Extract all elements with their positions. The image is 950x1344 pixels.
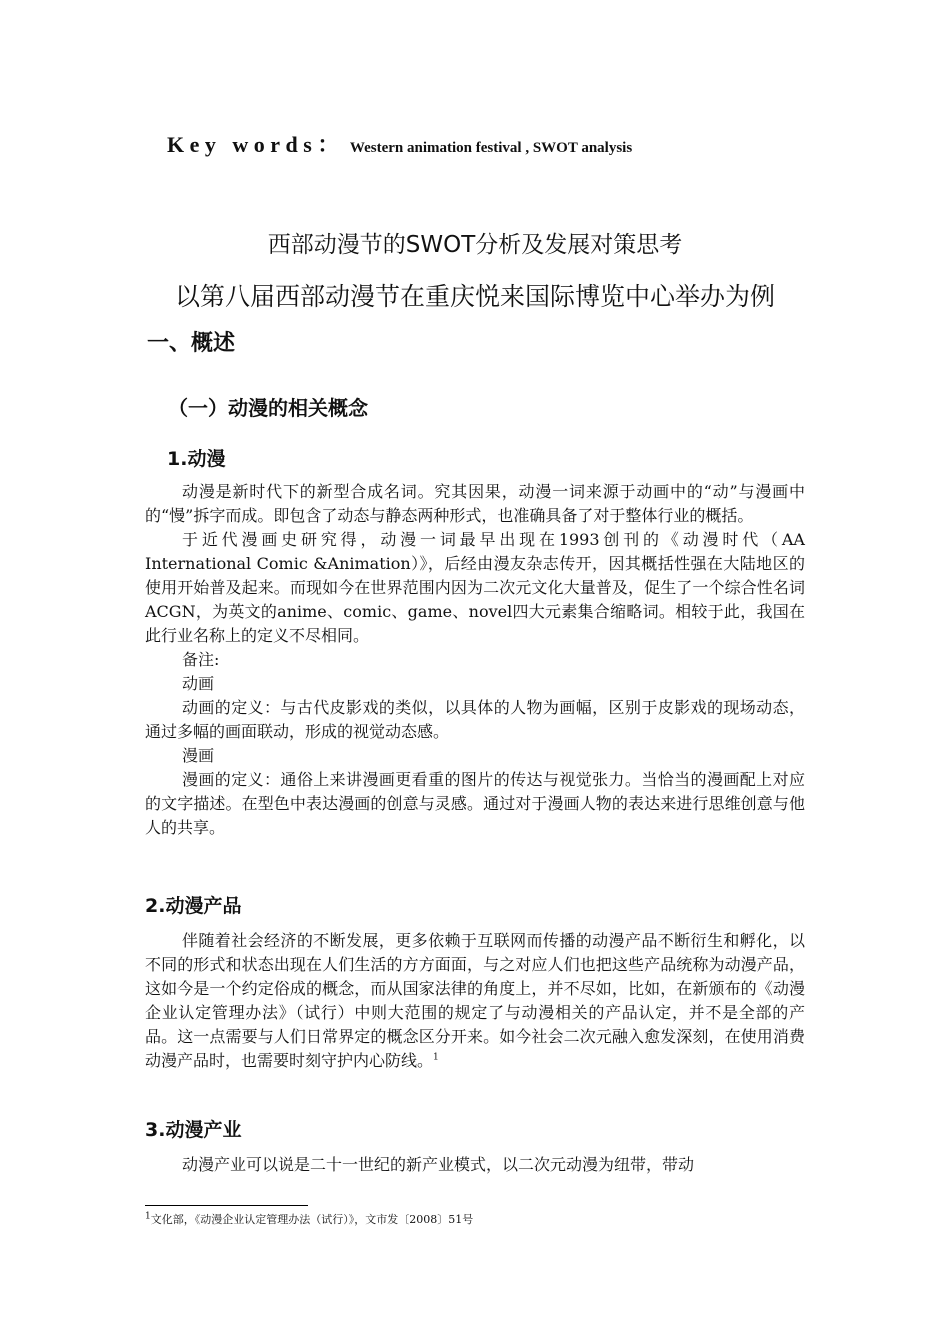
paragraph: 动漫产业可以说是二十一世纪的新产业模式，以二次元动漫为纽带，带动 (182, 1155, 695, 1174)
footnote-text: 文化部，《动漫企业认定管理办法（试行）》，文市发〔2008〕51号 (150, 1213, 474, 1226)
paragraph: 漫画的定义：通俗上来讲漫画更看重的图片的传达与视觉张力。当恰当的漫画配上对应的文字描述。在型色中表达漫画的创意与灵感。通过对于漫画人物的表达来进行思维创意与他人的共享。 (145, 770, 805, 837)
item-heading-anime: 1.动漫 (167, 448, 226, 470)
footnote (145, 1211, 473, 1227)
paragraph: 备注: (182, 650, 220, 669)
document-title: 西部动漫节的SWOT分析及发展对策思考 (267, 232, 683, 258)
paragraph: 于近代漫画史研究得，动漫一词最早出现在1993创刊的《动漫时代（AA International Comic &Animation）》，后经由漫友杂志传开，因其概括性强在大陆地区的使用开始普及起来。而现如今在世界范围内因为二次元文化大量普及，促生了一个综合性名词ACGN，为英文的anime、comic、game、novel四大元素集合缩略词。相较于此，我国在此行业名称上的定义不尽相同。 (145, 530, 805, 645)
paragraph: 漫画 (182, 746, 215, 765)
subsection-heading-concepts: （一）动漫的相关概念 (168, 396, 368, 420)
paragraph: 伴随着社会经济的不断发展，更多依赖于互联网而传播的动漫产品不断衍生和孵化，以不同的形式和状态出现在人们生活的方方面面，与之对应人们也把这些产品统称为动漫产品，这如今是一个约定俗成的概念，而从国家法律的角度上，并不尽如，比如，在新颁布的《动漫企业认定管理办法》（试行）中则大范围的规定了与动漫相关的产品认定，并不是全部的产品。这一点需要与人们日常界定的概念区分开来。如今社会二次元融入愈发深刻，在使用消费动漫产品时，也需要时刻守护内心防线。 (145, 931, 805, 1070)
document-subtitle: 以第八届西部动漫节在重庆悦来国际博览中心举办为例 (174, 282, 775, 311)
keywords-line (167, 128, 632, 159)
keywords-text: Western animation festival , SWOT analysis (349, 140, 633, 156)
anime-industry-paragraph (145, 1153, 805, 1177)
footnote-separator (145, 1205, 308, 1206)
anime-paragraphs (145, 480, 805, 840)
item-heading-anime-industry: 3.动漫产业 (145, 1119, 242, 1141)
keywords-label: Key words： (167, 132, 345, 157)
paragraph: 动画的定义：与古代皮影戏的类似，以具体的人物为画幅，区别于皮影戏的现场动态，通过多幅的画面联动，形成的视觉动态感。 (145, 698, 805, 741)
footnote-reference: 1 (433, 1052, 439, 1063)
anime-products-paragraph (145, 929, 805, 1073)
section-heading-overview: 一、概述 (147, 331, 236, 356)
footnote-mark: 1 (145, 1211, 151, 1222)
paragraph: 动画 (182, 674, 215, 693)
paragraph: 动漫是新时代下的新型合成名词。究其因果，动漫一词来源于动画中的“动”与漫画中的“慢”拆字而成。即包含了动态与静态两种形式，也准确具备了对于整体行业的概括。 (145, 482, 805, 525)
item-heading-anime-products: 2.动漫产品 (145, 895, 242, 917)
